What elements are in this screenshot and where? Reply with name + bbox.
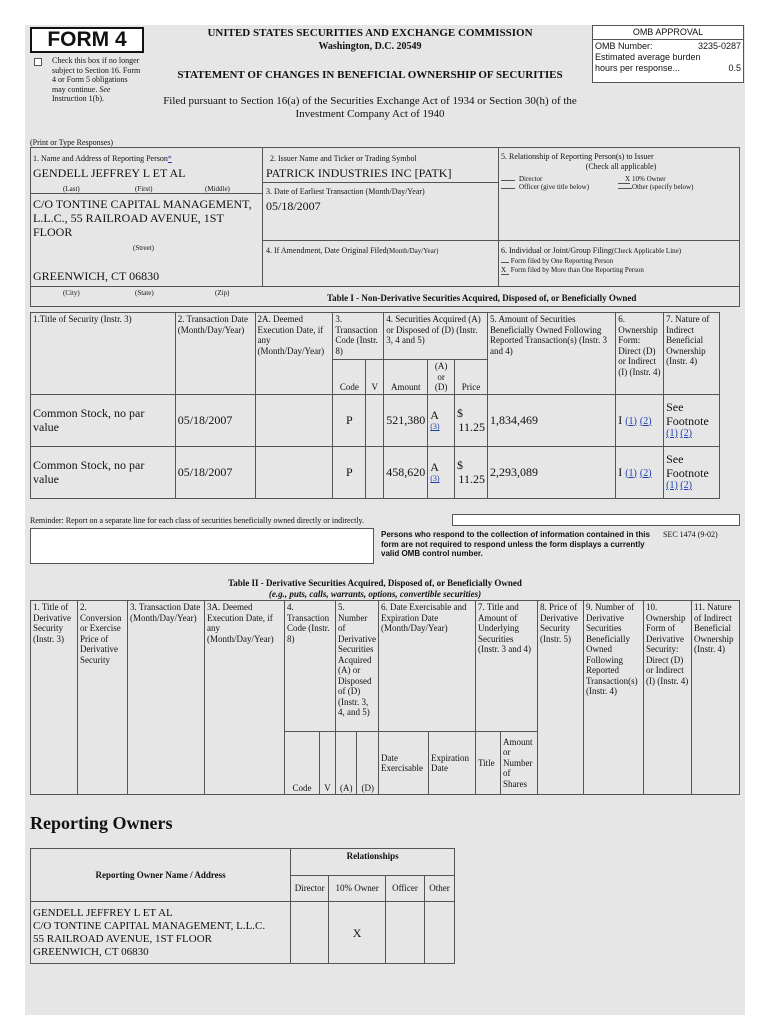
earliest-transaction-date: 05/18/2007: [266, 199, 321, 213]
persons-notice: Persons who respond to the collection of information contained in this form are not required to respond unless the form displays a currently valid OMB control number.: [381, 530, 650, 558]
officer-line: Officer (give title below): [501, 183, 589, 191]
t2-h8: 8. Price of Derivative Security (Instr. 5): [537, 601, 583, 795]
t1-row1-price-sym: $: [457, 406, 463, 420]
t2-amount-col: Amount or Number of Shares: [500, 732, 537, 795]
owner-name-header: Reporting Owner Name / Address: [31, 849, 291, 902]
t2-h2: 2. Conversion or Exercise Price of Derivative Security: [78, 601, 128, 795]
notice-box: [30, 528, 374, 564]
other-header: Other: [424, 875, 454, 902]
t2-code: Code: [285, 732, 320, 795]
officer-header: Officer: [386, 875, 425, 902]
omb-number-label: OMB Number:: [595, 41, 653, 51]
ten-owner-mark: X: [329, 902, 386, 964]
t2-h6: 6. Date Exercisable and Expiration Date (Month/Day/Year): [378, 601, 475, 732]
last-label: (Last): [63, 185, 80, 193]
t1-row2-nature-fn2[interactable]: (2): [680, 480, 692, 491]
t1-h1: 1.Title of Security (Instr. 3): [31, 313, 176, 395]
reporting-person-address: C/O TONTINE CAPITAL MANAGEMENT, L.L.C., 55 RAILROAD AVENUE, 1ST FLOOR: [33, 197, 252, 239]
t1-row1-price: 11.25: [458, 420, 485, 434]
reminder-box: [452, 514, 740, 526]
box4-label: 4. If Amendment, Date Original Filed(Month/Day/Year): [266, 246, 439, 255]
sec-code: SEC 1474 (9-02): [663, 530, 718, 539]
filed-pursuant: Filed pursuant to Section 16(a) of the Securities Exchange Act of 1934 or Section 30(h) of the Investment Company Act of 1940: [163, 95, 577, 120]
other-line: Other (specify below): [618, 183, 693, 191]
omb-hours-label: hours per response...: [595, 63, 681, 73]
form-one-person: Form filed by One Reporting Person: [501, 257, 613, 265]
t1-price: Price: [455, 360, 488, 395]
t1-row1-nature-fn1[interactable]: (1): [666, 428, 678, 439]
t1-row1-form-fn1[interactable]: (1): [625, 415, 637, 427]
t1-row1-ad: A: [430, 408, 439, 423]
table1: [30, 312, 720, 499]
table2: [30, 600, 740, 795]
t1-aord: (A) or (D): [428, 360, 455, 395]
table-row: [31, 446, 720, 498]
first-label: (First): [135, 185, 153, 193]
city-label: (City): [63, 289, 80, 297]
t1-row1-owned: 1,834,469: [487, 394, 615, 446]
owner-cell: [31, 902, 291, 964]
table1-title: Table I - Non-Derivative Securities Acquired, Disposed of, or Beneficially Owned: [327, 293, 637, 303]
reporting-person-name: GENDELL JEFFREY L ET AL: [33, 166, 186, 180]
omb-number-value: 3235-0287: [697, 41, 741, 51]
t2-h10: 10. Ownership Form of Derivative Security: Direct (D) or Indirect (I) (Instr. 4): [643, 601, 691, 795]
t1-row2-nature1: See: [666, 452, 684, 466]
t2-v: V: [320, 732, 336, 795]
zip-label: (Zip): [215, 289, 230, 297]
t1-h5: 5. Amount of Securities Beneficially Owned Following Reported Transaction(s) (Instr. 3 and 4): [487, 313, 615, 395]
t1-row1-form-fn2[interactable]: (2): [639, 415, 652, 427]
t1-h3: 3. Transaction Code (Instr. 8): [333, 313, 384, 360]
t1-code: Code: [333, 360, 366, 395]
t1-row1-date: 05/18/2007: [175, 394, 255, 446]
table2-title: Table II - Derivative Securities Acquired, Disposed of, or Beneficially Owned: [228, 578, 522, 588]
t1-row1-nature2: Footnote: [666, 414, 709, 428]
t1-row1-amount: 521,380: [384, 394, 428, 446]
t2-h4: 4. Transaction Code (Instr. 8): [285, 601, 336, 732]
omb-burden-label: Estimated average burden: [595, 52, 701, 62]
form-label-box: [30, 27, 144, 53]
t1-row1-nature1: See: [666, 400, 684, 414]
t1-row2-ad-fn[interactable]: (3): [430, 474, 440, 484]
t1-row2-code: P: [333, 446, 366, 498]
t1-h6: 6. Ownership Form: Direct (D) or Indirect (I) (Instr. 4): [616, 313, 664, 395]
t1-row2-form: I: [618, 464, 623, 479]
reminder-text: Reminder: Report on a separate line for each class of securities beneficially owned directly or indirectly.: [30, 516, 365, 525]
issuer-name: PATRICK INDUSTRIES INC [PATK]: [266, 166, 452, 180]
t1-h7: 7. Nature of Indirect Beneficial Ownership (Instr. 4): [664, 313, 720, 395]
owner-addr3: GREENWICH, CT 06830: [33, 945, 149, 958]
owner-addr2: 55 RAILROAD AVENUE, 1ST FLOOR: [33, 932, 212, 945]
agency-city: Washington, D.C. 20549: [318, 41, 422, 52]
box1-asterisk-link[interactable]: *: [167, 154, 172, 163]
t2-h9: 9. Number of Derivative Securities Beneficially Owned Following Reported Transaction(s) (Instr. 4): [583, 601, 643, 795]
street-label: (Street): [133, 244, 154, 252]
t1-row2-form-fn2[interactable]: (2): [639, 467, 652, 479]
reporting-owners-table: [30, 848, 455, 964]
director-header: Director: [291, 875, 329, 902]
t1-h2a: 2A. Deemed Execution Date, if any (Month/Day/Year): [255, 313, 333, 395]
form-label: FORM 4: [47, 28, 127, 51]
t1-row2-price-sym: $: [457, 458, 463, 472]
t2-date-ex: Date Exercisable: [378, 732, 428, 795]
table-row: [31, 902, 455, 964]
t2-exp: Expiration Date: [428, 732, 475, 795]
ten-owner-header: 10% Owner: [329, 875, 386, 902]
box1-label: 1. Name and Address of Reporting Person*: [33, 154, 172, 163]
owner-addr1: C/O TONTINE CAPITAL MANAGEMENT, L.L.C.: [33, 919, 266, 932]
t2-h7: 7. Title and Amount of Underlying Securities (Instr. 3 and 4): [475, 601, 537, 732]
form-page: [25, 25, 745, 1015]
t2-a: (A): [336, 732, 357, 795]
t1-h2: 2. Transaction Date (Month/Day/Year): [175, 313, 255, 395]
t1-h4: 4. Securities Acquired (A) or Disposed of (D) (Instr. 3, 4 and 5): [384, 313, 488, 360]
t1-row2-form-fn1[interactable]: (1): [625, 467, 637, 479]
director-line: Director: [501, 175, 542, 183]
state-label: (State): [135, 289, 154, 297]
t2-h5: 5. Number of Derivative Securities Acquired (A) or Disposed of (D) (Instr. 3, 4, and 5): [336, 601, 379, 732]
t2-title-col: Title: [475, 732, 500, 795]
t1-row1-code: P: [333, 394, 366, 446]
t1-row2-amount: 458,620: [384, 446, 428, 498]
box5-sub: (Check all applicable): [585, 162, 657, 171]
t1-row2-ad: A: [430, 460, 439, 475]
box3-label: 3. Date of Earliest Transaction (Month/Day/Year): [266, 187, 425, 196]
t2-d: (D): [357, 732, 379, 795]
t2-h11: 11. Nature of Indirect Beneficial Ownership (Instr. 4): [691, 601, 739, 795]
t1-row1-ad-fn[interactable]: (3): [430, 422, 440, 432]
omb-title: OMB APPROVAL: [593, 26, 743, 40]
t1-v: V: [366, 360, 384, 395]
print-type: (Print or Type Responses): [30, 138, 114, 147]
no-longer-subject-checkbox[interactable]: [34, 58, 42, 66]
t1-row2-title: Common Stock, no par value: [31, 446, 176, 498]
relationships-header: Relationships: [291, 849, 455, 876]
t1-row1-title: Common Stock, no par value: [31, 394, 176, 446]
t1-row2-date: 05/18/2007: [175, 446, 255, 498]
t1-row2-price: 11.25: [458, 472, 485, 486]
reporting-owners-heading: Reporting Owners: [30, 813, 173, 833]
t1-row1-form: I: [618, 412, 623, 427]
t1-row2-nature-fn1[interactable]: (1): [666, 480, 678, 491]
t1-row2-owned: 2,293,089: [487, 446, 615, 498]
owner-name: GENDELL JEFFREY L ET AL: [33, 906, 173, 919]
omb-hours-value: 0.5: [728, 63, 741, 73]
box6-label: 6. Individual or Joint/Group Filing(Check Applicable Line): [501, 246, 682, 255]
t1-amount: Amount: [384, 360, 428, 395]
omb-approval-box: [592, 25, 744, 83]
table-row: [31, 394, 720, 446]
checkbox-text: Check this box if no longer subject to Section 16. Form 4 or Form 5 obligations may continue. See Instruction 1(b).: [52, 56, 141, 103]
t2-h3a: 3A. Deemed Execution Date, if any (Month/Day/Year): [205, 601, 285, 795]
middle-label: (Middle): [205, 185, 230, 193]
box2-label: 2. Issuer Name and Ticker or Trading Symbol: [270, 154, 417, 163]
reporting-person-city: GREENWICH, CT 06830: [33, 269, 160, 283]
box5-label: 5. Relationship of Reporting Person(s) to Issuer: [501, 152, 654, 161]
t2-h3: 3. Transaction Date (Month/Day/Year): [128, 601, 205, 795]
statement-title: STATEMENT OF CHANGES IN BENEFICIAL OWNERSHIP OF SECURITIES: [177, 69, 563, 81]
t1-row2-nature2: Footnote: [666, 466, 709, 480]
ten-owner-line: X 10% Owner: [618, 175, 666, 184]
t1-row1-nature-fn2[interactable]: (2): [680, 428, 692, 439]
table2-subtitle: (e.g., puts, calls, warrants, options, convertible securities): [268, 589, 482, 599]
t2-h1: 1. Title of Derivative Security (Instr. 3): [31, 601, 78, 795]
agency-name: UNITED STATES SECURITIES AND EXCHANGE COMMISSION: [207, 27, 533, 39]
form-more-persons: X Form filed by More than One Reporting Person: [501, 266, 644, 274]
